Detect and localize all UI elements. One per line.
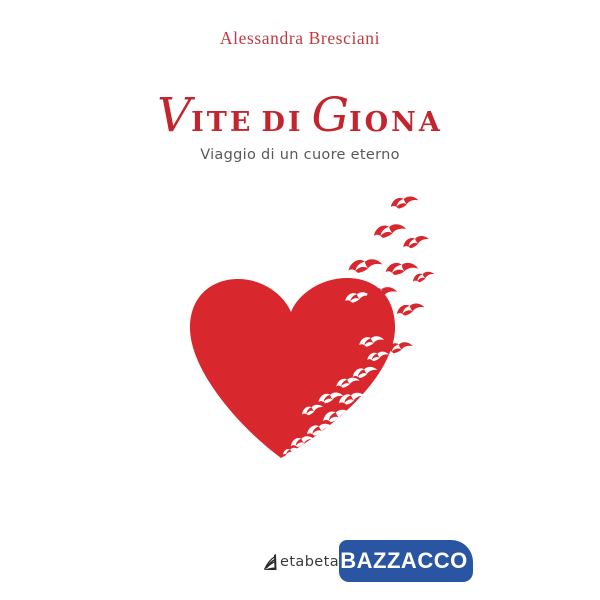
title-caps-iona: IONA: [349, 107, 443, 138]
open-book-icon: [263, 552, 278, 572]
imprint-name: etabeta: [280, 554, 339, 570]
publisher-name: BAZZACCO: [340, 548, 468, 573]
heart-icon: [190, 278, 395, 458]
book-subtitle: Viaggio di un cuore eterno: [200, 147, 400, 163]
publisher-badge: [339, 540, 473, 582]
title-caps-di: DI: [261, 107, 304, 138]
title-swash-v: V: [157, 88, 192, 143]
author-name: Alessandra Bresciani: [219, 28, 381, 48]
title-swash-g: G: [311, 88, 350, 143]
imprint-etabeta: [263, 551, 339, 573]
title-caps-ite: ITE: [191, 107, 254, 138]
